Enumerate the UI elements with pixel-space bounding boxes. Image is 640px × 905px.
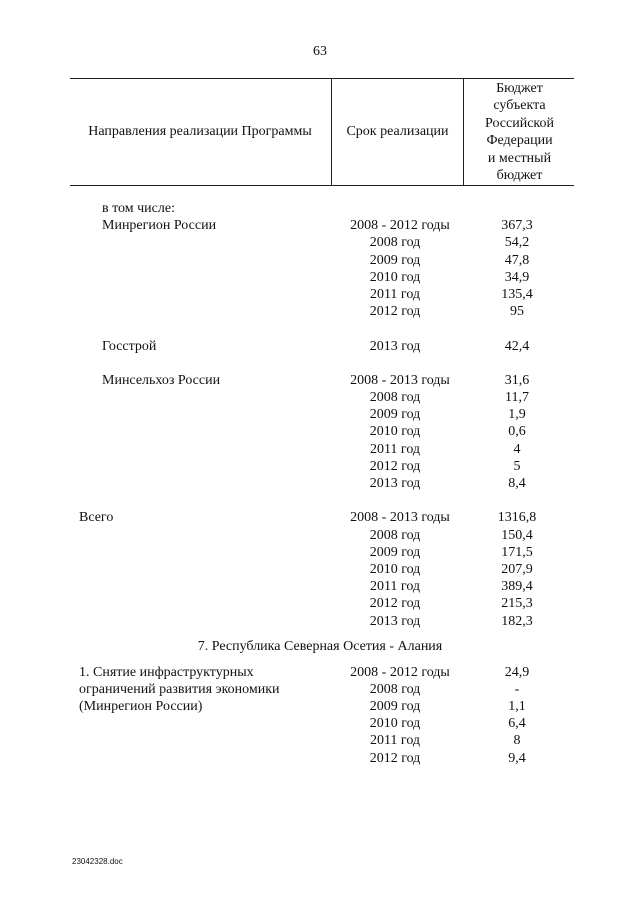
row-term: 2012 год: [369, 304, 421, 320]
row-term: 2010 год: [369, 269, 421, 285]
row-term: 2008 год: [369, 527, 421, 543]
table-row: [0, 286, 640, 303]
header-budget-line: Российской: [485, 115, 554, 131]
row-value: 0,6: [508, 424, 526, 440]
row-value: 95: [510, 304, 524, 320]
table-row: [0, 217, 640, 234]
row-value: 207,9: [501, 561, 533, 577]
header-budget-line: Федерации: [486, 133, 553, 148]
table-row: [0, 681, 640, 698]
row-value: 6,4: [508, 716, 526, 732]
table-row: [0, 234, 640, 251]
row-value: 1316,8: [497, 510, 537, 526]
row-value: 42,4: [504, 338, 530, 354]
row-term: 2009 год: [369, 544, 421, 560]
table-row: [0, 715, 640, 732]
row-label: в том числе:: [102, 201, 175, 216]
header-budget-line: субъекта: [493, 98, 546, 113]
row-value: 34,9: [504, 269, 530, 285]
row-term: 2011 год: [369, 441, 421, 457]
row-label: Госстрой: [102, 338, 157, 354]
table-row: [0, 732, 640, 749]
table-row: [0, 544, 640, 561]
row-value: 1,1: [508, 699, 526, 715]
row-term: 2012 год: [369, 750, 421, 766]
row-spacer: [0, 492, 640, 509]
table-row: [0, 303, 640, 320]
table-row: [0, 561, 640, 578]
page-number: 63: [313, 44, 327, 59]
row-term: 2009 год: [369, 699, 421, 715]
row-term: 2011 год: [369, 733, 421, 749]
row-label: ограничений развития экономики: [79, 681, 280, 697]
row-value: -: [514, 681, 520, 697]
table-row: [0, 475, 640, 492]
row-term: 2008 - 2013 годы: [350, 372, 450, 388]
row-value: 1,9: [508, 407, 526, 423]
row-term: 2012 год: [369, 458, 421, 474]
row-term: 2013 год: [369, 613, 421, 629]
row-term: 2011 год: [369, 579, 421, 595]
table-row: [0, 372, 640, 389]
row-value: 8: [513, 733, 521, 749]
row-value: 24,9: [504, 664, 530, 680]
row-value: 150,4: [501, 527, 533, 543]
row-value: 4: [513, 441, 521, 457]
row-value: 367,3: [501, 218, 533, 234]
row-term: 2011 год: [369, 286, 421, 302]
table-row: [0, 441, 640, 458]
row-value: 31,6: [504, 372, 530, 388]
row-value: 11,7: [505, 390, 529, 406]
row-value: 47,8: [504, 252, 530, 268]
row-value: 9,4: [508, 750, 526, 766]
table-row: [0, 406, 640, 423]
table-row: [0, 423, 640, 440]
row-term: 2013 год: [369, 476, 421, 491]
table-row: [0, 527, 640, 544]
row-term: 2008 год: [369, 390, 421, 406]
row-term: 2008 - 2012 годы: [350, 664, 450, 680]
row-value: 5: [513, 458, 521, 474]
row-term: 2013 год: [369, 338, 421, 354]
header-budget-line: и местный: [487, 150, 552, 166]
row-label: 1. Снятие инфраструктурных: [79, 664, 254, 680]
row-value: 54,2: [504, 235, 530, 251]
row-term: 2009 год: [369, 252, 421, 268]
row-label: Минсельхоз России: [102, 372, 221, 388]
row-term: 2009 год: [369, 407, 421, 423]
table-row: [0, 698, 640, 715]
table-row: [0, 200, 640, 217]
table-row: [0, 578, 640, 595]
table-row: [0, 338, 640, 355]
table-row: [0, 389, 640, 406]
table-row: [0, 269, 640, 286]
row-label: Минрегион России: [102, 218, 217, 234]
row-value: 389,4: [501, 579, 533, 595]
row-term: 2010 год: [369, 716, 421, 732]
row-term: 2008 - 2013 годы: [350, 510, 450, 526]
table-row: [0, 750, 640, 767]
row-term: 2008 год: [369, 235, 421, 251]
row-term: 2012 год: [369, 596, 421, 612]
row-term: 2008 - 2012 годы: [350, 218, 450, 234]
row-term: 2008 год: [369, 681, 421, 697]
row-value: 8,4: [508, 476, 526, 491]
table-header: [70, 78, 574, 186]
table-row: [0, 509, 640, 526]
header-direction: Направления реализации Программы: [88, 124, 312, 139]
footer-filename: 23042328.doc: [72, 857, 123, 866]
row-label: (Минрегион России): [79, 699, 203, 715]
header-budget-line: Бюджет: [496, 80, 543, 96]
header-term: Срок реализации: [331, 79, 463, 185]
table-row: [0, 458, 640, 475]
table-row: [0, 613, 640, 630]
table-row: [0, 252, 640, 269]
row-term: 2010 год: [369, 424, 421, 440]
header-budget-line: бюджет: [496, 168, 543, 183]
header-budget: [463, 79, 575, 185]
table-row: [0, 595, 640, 612]
row-spacer: [0, 355, 640, 372]
row-value: 171,5: [501, 544, 533, 560]
row-value: 215,3: [501, 596, 533, 612]
table-row: [0, 664, 640, 681]
row-value: 182,3: [501, 613, 533, 629]
section-title: 7. Республика Северная Осетия - Алания: [197, 638, 443, 654]
row-spacer: [0, 320, 640, 337]
row-label: Всего: [79, 510, 114, 526]
table-body: [0, 200, 640, 767]
row-term: 2010 год: [369, 561, 421, 577]
row-value: 135,4: [501, 286, 533, 302]
